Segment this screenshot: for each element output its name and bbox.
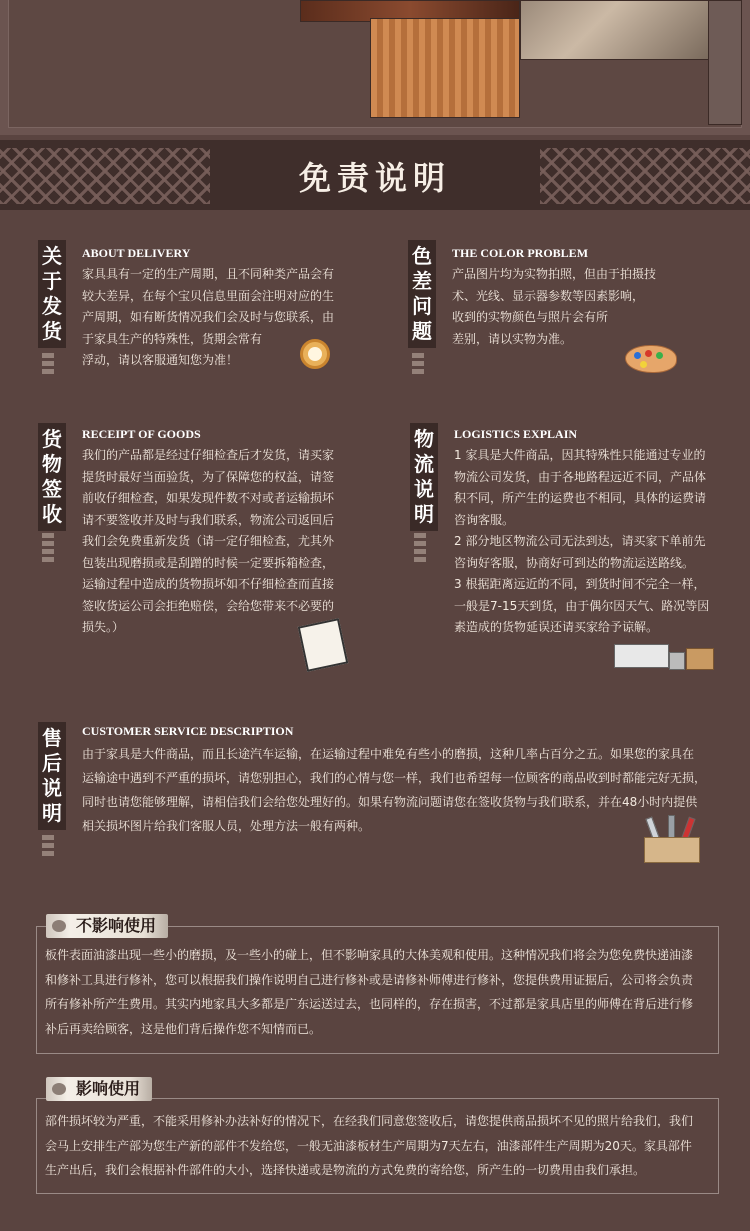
receipt-line: 运输过程中造成的货物损坏如不仔细检查而直接 [82, 577, 335, 591]
aftersale-line: 相关损坏图片给我们客服人员，处理方法一般有两种。 [82, 819, 371, 833]
logistics-line: 咨询好客服，协商好可到达的物流运送路线。 [454, 555, 695, 570]
effect-body [45, 1109, 710, 1183]
top-banner [0, 0, 750, 135]
receipt-line: 我们的产品都是经过仔细检查后才发货，请买家 [82, 448, 335, 462]
no-effect-line: 和修补工具进行修补，您可以根据我们操作说明自己进行修补或是请修补师傅进行修补，您提供费用证据后，公司将会负责 [45, 972, 694, 987]
delivery-vertical-title: 关于发货 [38, 240, 66, 348]
aftersale-body [82, 742, 722, 838]
receipt-line: 提货时最好当面验货，为了保障您的权益，请签 [82, 469, 335, 484]
logistics-line: 物流公司发货，由于各地路程远近不同，产品体 [454, 469, 707, 484]
no-effect-box [36, 926, 719, 1054]
receipt-line: 前收仔细检查，如果发现件数不对或者运输损坏 [82, 491, 335, 505]
delivery-heading: ABOUT DELIVERY [82, 246, 191, 260]
effect-line: 部件损坏较为严重，不能采用修补办法补好的情况下，在经我们同意您签收后，请您提供商品损坏不见的照片给我们，我们 [45, 1114, 694, 1128]
no-effect-label: 不影响使用 [46, 914, 168, 938]
truck-cargo [614, 644, 669, 668]
receipt-line: 包装出现磨损或是刮蹭的时候一定要拆箱检查， [82, 555, 335, 570]
delivery-decor-lines [41, 350, 55, 390]
aftersale-line: 同时也请您能够理解，请相信我们会给您处理好的。如果有物流问题请您在签收货物与我们联系，并在48小时内提供 [82, 795, 698, 809]
aftersale-line: 由于家具是大件商品，而且长途汽车运输，在运输过程中难免有些小的磨损，这种几率占百分之五。如果您的家具在 [82, 747, 695, 761]
no-effect-line: 所有修补所产生费用。其实内地家具大多都是广东运送过去，也同样的，存在损害，不过都是家具店里的师傅在背后进行修 [45, 997, 694, 1011]
receipt-line: 损失。） [82, 620, 125, 634]
aftersale-heading: CUSTOMER SERVICE DESCRIPTION [82, 724, 294, 738]
color-heading: THE COLOR PROBLEM [452, 246, 589, 260]
receipt-body [82, 445, 357, 639]
delivery-line: 于家具生产的特殊性，货期会常有 [82, 331, 263, 346]
color-vertical-title: 色差问题 [408, 240, 436, 348]
aftersale-vertical-title: 售后说明 [38, 722, 66, 830]
lattice-ornament-left [0, 148, 210, 204]
color-line: 术、光线、显示器参数等因素影响， [452, 288, 645, 303]
wooden-bed-photo [370, 18, 520, 118]
receipt-decor-lines [41, 530, 55, 590]
receipt-vertical-title: 货物签收 [38, 423, 66, 531]
effect-line: 生产出后，我们会根据补件部件的大小，选择快递或是物流的方式免费的寄给您，所产生的一切费用由我们承担。 [45, 1163, 646, 1177]
receipt-line: 我们会免费重新发货（请一定仔细检查，尤其外 [82, 534, 335, 548]
no-effect-body [45, 943, 710, 1041]
logistics-line: 积不同，所产生的运费也不相同，具体的运费请 [454, 491, 707, 505]
receipt-line: 签收货运公司会拒绝赔偿，会给您带来不必要的 [82, 598, 335, 613]
delivery-line: 产周期，如有断货情况我们会及时与您联系，由 [82, 310, 335, 324]
delivery-line: 浮动，请以客服通知您为准！ [82, 353, 239, 367]
page-title: 免责说明 [298, 159, 451, 197]
color-line: 收到的实物颜色与照片会有所 [452, 310, 609, 324]
lattice-ornament-right [540, 148, 750, 204]
toolbox-icon [640, 815, 702, 863]
truck-crate [686, 648, 714, 670]
color-line: 产品图片均为实物拍照，但由于拍摄技 [452, 267, 657, 281]
logistics-line: 一般是7-15天到货，由于偶尔因天气、路况等因 [454, 598, 710, 613]
color-body [452, 264, 712, 350]
delivery-line: 较大差异，在每个宝贝信息里面会注明对应的生 [82, 288, 335, 303]
logistics-line: 3 根据距离远近的不同，到货时间不完全一样， [454, 577, 706, 591]
effect-label: 影响使用 [46, 1077, 152, 1101]
logistics-vertical-title: 物流说明 [410, 423, 438, 531]
logistics-heading: LOGISTICS EXPLAIN [454, 427, 578, 441]
delivery-truck-icon [614, 640, 714, 672]
truck-cab [669, 652, 685, 670]
alarm-clock-icon [300, 339, 330, 369]
aftersale-line: 运输途中遇到不严重的损坏，请您别担心，我们的心情与您一样，我们也希望每一位顾客的商品收到时都能完好无损， [82, 771, 707, 785]
logistics-line: 1 家具是大件商品，因其特殊性只能通过专业的 [454, 448, 706, 462]
logistics-body [454, 445, 729, 639]
receipt-heading: RECEIPT OF GOODS [82, 427, 201, 441]
no-effect-line: 板件表面油漆出现一些小的磨损，及一些小的碰上，但不影响家具的大体美观和使用。这种情况我们将会为您免费快递油漆 [45, 948, 694, 962]
logistics-line: 素造成的货物延误还请买家给予谅解。 [454, 620, 659, 634]
receipt-line: 请不要签收并及时与我们联系，物流公司返回后 [82, 512, 335, 527]
color-decor-lines [411, 350, 425, 390]
delivery-line: 家具具有一定的生产周期，且不同种类产品会有 [82, 267, 335, 281]
logistics-decor-lines [413, 530, 427, 590]
effect-line: 会马上安排生产部为您生产新的部件不发给您，一般无油漆板材生产周期为7天左右，油漆部件生产周期为20天。家具部件 [45, 1138, 692, 1153]
logistics-line: 咨询客服。 [454, 512, 515, 527]
effect-box [36, 1098, 719, 1194]
logistics-line: 2 部分地区物流公司无法到达，请买家下单前先 [454, 534, 706, 548]
workshop-photo [708, 0, 742, 125]
tool-crate [644, 837, 700, 863]
wood-carving-photo [520, 0, 710, 60]
aftersale-decor-lines [41, 832, 55, 872]
paint-palette-icon [625, 345, 677, 373]
color-line: 差别，请以实物为准。 [452, 331, 573, 346]
no-effect-line: 补后再卖给顾客，这是他们背后操作您不知情而已。 [45, 1021, 322, 1036]
